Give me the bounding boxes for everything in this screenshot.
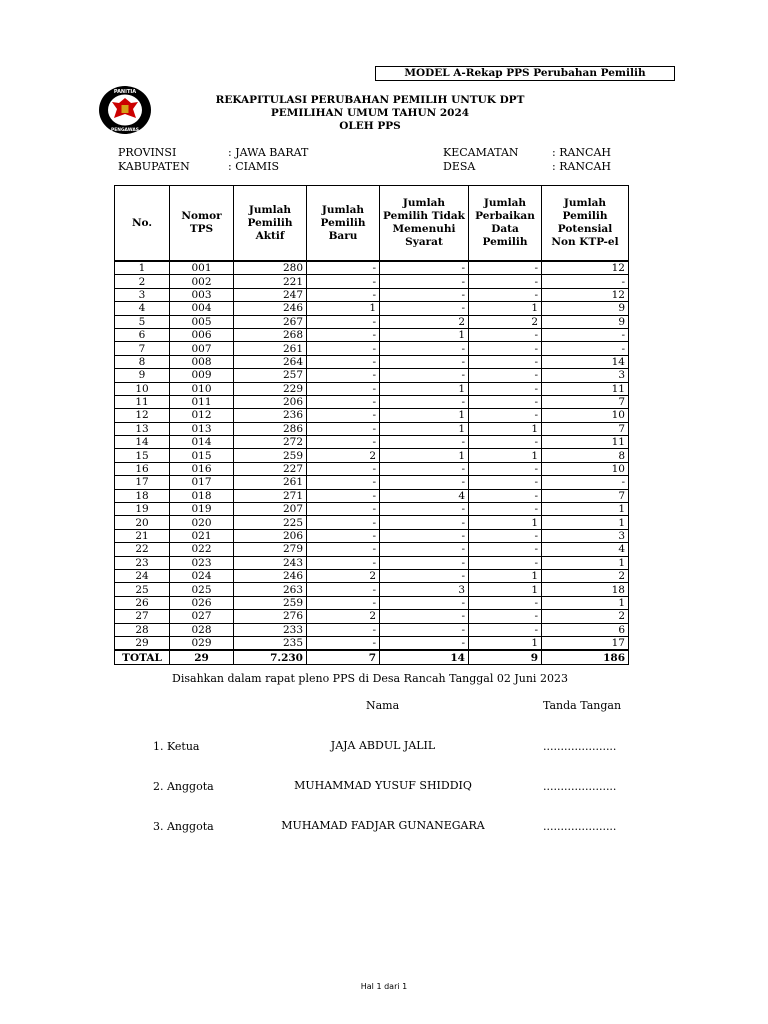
table-row <box>115 449 629 462</box>
cell-no: 27 <box>115 610 170 623</box>
cell-perbaikan-data: - <box>469 328 542 341</box>
cell-potensial-non-ktp: 2 <box>542 610 629 623</box>
signer-role-anggota-1: 2. Anggota <box>153 780 214 793</box>
cell-pemilih-aktif: 263 <box>234 583 307 596</box>
cell-tidak-memenuhi-syarat: 1 <box>380 382 469 395</box>
total-pemilih-baru: 7 <box>307 650 380 664</box>
cell-potensial-non-ktp: 11 <box>542 382 629 395</box>
col-header-tidak-memenuhi-syarat: Jumlah Pemilih Tidak Memenuhi Syarat <box>380 186 469 262</box>
col-header-pemilih-baru: Jumlah Pemilih Baru <box>307 186 380 262</box>
cell-no: 14 <box>115 436 170 449</box>
cell-perbaikan-data: - <box>469 275 542 288</box>
cell-tidak-memenuhi-syarat: - <box>380 623 469 636</box>
cell-potensial-non-ktp: 3 <box>542 529 629 542</box>
cell-nomor-tps: 006 <box>170 328 234 341</box>
svg-text:PANITIA: PANITIA <box>113 89 137 95</box>
cell-pemilih-aktif: 268 <box>234 328 307 341</box>
cell-potensial-non-ktp: 1 <box>542 516 629 529</box>
cell-tidak-memenuhi-syarat: - <box>380 275 469 288</box>
table-row <box>115 610 629 623</box>
table-row <box>115 409 629 422</box>
cell-no: 19 <box>115 503 170 516</box>
cell-perbaikan-data: - <box>469 369 542 382</box>
cell-pemilih-aktif: 257 <box>234 369 307 382</box>
cell-no: 6 <box>115 328 170 341</box>
document-title-line-1: REKAPITULASI PERUBAHAN PEMILIH UNTUK DPT <box>215 94 525 106</box>
cell-perbaikan-data: 2 <box>469 315 542 328</box>
cell-tidak-memenuhi-syarat: - <box>380 503 469 516</box>
provinsi-label: PROVINSI <box>118 146 177 159</box>
document-title-line-3: OLEH PPS <box>339 120 401 132</box>
cell-pemilih-baru: - <box>307 382 380 395</box>
total-nomor-tps: 29 <box>170 650 234 664</box>
cell-pemilih-aktif: 247 <box>234 288 307 301</box>
table-total-row <box>115 650 629 664</box>
cell-pemilih-baru: - <box>307 275 380 288</box>
cell-tidak-memenuhi-syarat: - <box>380 261 469 275</box>
cell-tidak-memenuhi-syarat: - <box>380 395 469 408</box>
cell-perbaikan-data: - <box>469 543 542 556</box>
cell-nomor-tps: 028 <box>170 623 234 636</box>
table-row <box>115 382 629 395</box>
cell-pemilih-baru: - <box>307 556 380 569</box>
table-row <box>115 315 629 328</box>
cell-pemilih-aktif: 259 <box>234 449 307 462</box>
table-row <box>115 422 629 435</box>
cell-no: 13 <box>115 422 170 435</box>
cell-perbaikan-data: 1 <box>469 302 542 315</box>
cell-pemilih-aktif: 221 <box>234 275 307 288</box>
cell-pemilih-baru: 2 <box>307 569 380 582</box>
cell-pemilih-aktif: 235 <box>234 636 307 650</box>
svg-text:PENGAWAS: PENGAWAS <box>111 128 139 133</box>
panitia-pengawas-logo <box>98 85 152 135</box>
cell-pemilih-aktif: 206 <box>234 395 307 408</box>
cell-no: 21 <box>115 529 170 542</box>
cell-nomor-tps: 019 <box>170 503 234 516</box>
cell-potensial-non-ktp: 14 <box>542 355 629 368</box>
cell-potensial-non-ktp: 7 <box>542 422 629 435</box>
cell-no: 7 <box>115 342 170 355</box>
col-header-pemilih-aktif: Jumlah Pemilih Aktif <box>234 186 307 262</box>
cell-tidak-memenuhi-syarat: - <box>380 342 469 355</box>
cell-tidak-memenuhi-syarat: 1 <box>380 422 469 435</box>
signature-line-ketua: ..................... <box>543 740 617 753</box>
cell-tidak-memenuhi-syarat: - <box>380 302 469 315</box>
cell-no: 15 <box>115 449 170 462</box>
cell-pemilih-baru: 2 <box>307 449 380 462</box>
cell-perbaikan-data: 1 <box>469 449 542 462</box>
cell-pemilih-aktif: 246 <box>234 302 307 315</box>
table-header-row <box>115 186 629 262</box>
cell-tidak-memenuhi-syarat: - <box>380 516 469 529</box>
cell-no: 8 <box>115 355 170 368</box>
cell-potensial-non-ktp: 8 <box>542 449 629 462</box>
cell-pemilih-baru: - <box>307 409 380 422</box>
cell-tidak-memenuhi-syarat: 1 <box>380 328 469 341</box>
cell-tidak-memenuhi-syarat: - <box>380 476 469 489</box>
cell-pemilih-aktif: 272 <box>234 436 307 449</box>
cell-no: 18 <box>115 489 170 502</box>
cell-pemilih-baru: - <box>307 623 380 636</box>
cell-pemilih-baru: - <box>307 543 380 556</box>
cell-pemilih-aktif: 236 <box>234 409 307 422</box>
cell-pemilih-baru: - <box>307 489 380 502</box>
cell-nomor-tps: 017 <box>170 476 234 489</box>
cell-perbaikan-data: - <box>469 409 542 422</box>
cell-pemilih-aktif: 259 <box>234 596 307 609</box>
kabupaten-label: KABUPATEN <box>118 160 190 173</box>
cell-potensial-non-ktp: 2 <box>542 569 629 582</box>
kecamatan-value: : RANCAH <box>552 146 612 159</box>
cell-perbaikan-data: - <box>469 556 542 569</box>
model-label: MODEL A-Rekap PPS Perubahan Pemilih <box>375 66 675 81</box>
cell-nomor-tps: 004 <box>170 302 234 315</box>
cell-pemilih-baru: - <box>307 315 380 328</box>
cell-pemilih-baru: - <box>307 636 380 650</box>
col-header-potensial-non-ktp: Jumlah Pemilih Potensial Non KTP-el <box>542 186 629 262</box>
cell-perbaikan-data: - <box>469 355 542 368</box>
signature-column-header: Tanda Tangan <box>543 699 622 712</box>
cell-nomor-tps: 029 <box>170 636 234 650</box>
cell-potensial-non-ktp: 1 <box>542 503 629 516</box>
cell-perbaikan-data: - <box>469 489 542 502</box>
cell-no: 10 <box>115 382 170 395</box>
cell-no: 17 <box>115 476 170 489</box>
cell-pemilih-aktif: 279 <box>234 543 307 556</box>
cell-perbaikan-data: - <box>469 382 542 395</box>
cell-no: 11 <box>115 395 170 408</box>
cell-perbaikan-data: - <box>469 342 542 355</box>
cell-perbaikan-data: - <box>469 261 542 275</box>
cell-tidak-memenuhi-syarat: - <box>380 288 469 301</box>
cell-tidak-memenuhi-syarat: 1 <box>380 409 469 422</box>
cell-tidak-memenuhi-syarat: - <box>380 610 469 623</box>
table-row <box>115 503 629 516</box>
signature-line-anggota-1: ..................... <box>543 780 617 793</box>
cell-potensial-non-ktp: 9 <box>542 315 629 328</box>
page-number: Hal 1 dari 1 <box>360 982 408 991</box>
cell-perbaikan-data: - <box>469 288 542 301</box>
cell-nomor-tps: 013 <box>170 422 234 435</box>
cell-pemilih-baru: - <box>307 503 380 516</box>
cell-potensial-non-ktp: 11 <box>542 436 629 449</box>
cell-tidak-memenuhi-syarat: - <box>380 462 469 475</box>
cell-potensial-non-ktp: 1 <box>542 596 629 609</box>
cell-tidak-memenuhi-syarat: - <box>380 529 469 542</box>
cell-nomor-tps: 005 <box>170 315 234 328</box>
cell-no: 29 <box>115 636 170 650</box>
table-row <box>115 596 629 609</box>
table-row <box>115 489 629 502</box>
cell-tidak-memenuhi-syarat: - <box>380 369 469 382</box>
cell-potensial-non-ktp: 7 <box>542 489 629 502</box>
cell-perbaikan-data: - <box>469 476 542 489</box>
cell-tidak-memenuhi-syarat: - <box>380 569 469 582</box>
cell-pemilih-baru: - <box>307 261 380 275</box>
cell-pemilih-aktif: 261 <box>234 476 307 489</box>
cell-potensial-non-ktp: 10 <box>542 409 629 422</box>
cell-tidak-memenuhi-syarat: - <box>380 436 469 449</box>
table-row <box>115 636 629 650</box>
table-row <box>115 355 629 368</box>
total-potensial-non-ktp: 186 <box>542 650 629 664</box>
col-header-no: No. <box>115 186 170 262</box>
signer-name-ketua: JAJA ABDUL JALIL <box>330 739 436 752</box>
table-row <box>115 302 629 315</box>
cell-potensial-non-ktp: 18 <box>542 583 629 596</box>
kecamatan-label: KECAMATAN <box>443 146 519 159</box>
cell-no: 2 <box>115 275 170 288</box>
table-row <box>115 342 629 355</box>
table-row <box>115 328 629 341</box>
cell-pemilih-aktif: 225 <box>234 516 307 529</box>
cell-pemilih-aktif: 227 <box>234 462 307 475</box>
cell-perbaikan-data: - <box>469 462 542 475</box>
cell-tidak-memenuhi-syarat: - <box>380 596 469 609</box>
desa-value: : RANCAH <box>552 160 612 173</box>
cell-no: 20 <box>115 516 170 529</box>
cell-pemilih-aktif: 206 <box>234 529 307 542</box>
cell-nomor-tps: 023 <box>170 556 234 569</box>
table-row <box>115 436 629 449</box>
cell-perbaikan-data: 1 <box>469 583 542 596</box>
signature-line-anggota-2: ..................... <box>543 820 617 833</box>
table-row <box>115 516 629 529</box>
cell-pemilih-aktif: 271 <box>234 489 307 502</box>
cell-pemilih-aktif: 233 <box>234 623 307 636</box>
cell-perbaikan-data: - <box>469 623 542 636</box>
col-header-perbaikan-data: Jumlah Perbaikan Data Pemilih <box>469 186 542 262</box>
cell-nomor-tps: 009 <box>170 369 234 382</box>
cell-no: 25 <box>115 583 170 596</box>
cell-pemilih-baru: - <box>307 462 380 475</box>
cell-pemilih-aktif: 276 <box>234 610 307 623</box>
cell-perbaikan-data: - <box>469 529 542 542</box>
signer-role-ketua: 1. Ketua <box>153 740 200 753</box>
cell-pemilih-aktif: 229 <box>234 382 307 395</box>
total-pemilih-aktif: 7.230 <box>234 650 307 664</box>
cell-potensial-non-ktp: 9 <box>542 302 629 315</box>
cell-pemilih-aktif: 264 <box>234 355 307 368</box>
cell-no: 9 <box>115 369 170 382</box>
cell-tidak-memenuhi-syarat: - <box>380 543 469 556</box>
cell-nomor-tps: 012 <box>170 409 234 422</box>
cell-pemilih-baru: 2 <box>307 610 380 623</box>
cell-nomor-tps: 008 <box>170 355 234 368</box>
provinsi-value: : JAWA BARAT <box>228 146 309 159</box>
cell-pemilih-aktif: 261 <box>234 342 307 355</box>
desa-label: DESA <box>443 160 476 173</box>
cell-potensial-non-ktp: - <box>542 275 629 288</box>
cell-nomor-tps: 027 <box>170 610 234 623</box>
cell-tidak-memenuhi-syarat: 4 <box>380 489 469 502</box>
total-no: TOTAL <box>115 650 170 664</box>
cell-tidak-memenuhi-syarat: 2 <box>380 315 469 328</box>
cell-nomor-tps: 021 <box>170 529 234 542</box>
cell-pemilih-baru: - <box>307 342 380 355</box>
cell-pemilih-aktif: 243 <box>234 556 307 569</box>
rekap-table <box>114 185 629 665</box>
cell-pemilih-baru: - <box>307 476 380 489</box>
cell-nomor-tps: 025 <box>170 583 234 596</box>
cell-perbaikan-data: 1 <box>469 516 542 529</box>
table-row <box>115 623 629 636</box>
cell-nomor-tps: 016 <box>170 462 234 475</box>
total-tidak-memenuhi-syarat: 14 <box>380 650 469 664</box>
cell-pemilih-aktif: 246 <box>234 569 307 582</box>
cell-nomor-tps: 003 <box>170 288 234 301</box>
cell-tidak-memenuhi-syarat: - <box>380 556 469 569</box>
cell-perbaikan-data: - <box>469 503 542 516</box>
cell-pemilih-baru: 1 <box>307 302 380 315</box>
cell-no: 4 <box>115 302 170 315</box>
cell-no: 1 <box>115 261 170 275</box>
cell-nomor-tps: 020 <box>170 516 234 529</box>
cell-perbaikan-data: 1 <box>469 569 542 582</box>
table-row <box>115 476 629 489</box>
cell-no: 28 <box>115 623 170 636</box>
table-row <box>115 369 629 382</box>
cell-perbaikan-data: - <box>469 596 542 609</box>
cell-pemilih-baru: - <box>307 436 380 449</box>
cell-pemilih-baru: - <box>307 355 380 368</box>
cell-perbaikan-data: 1 <box>469 422 542 435</box>
name-column-header: Nama <box>366 699 400 712</box>
approval-statement: Disahkan dalam rapat pleno PPS di Desa Rancah Tanggal 02 Juni 2023 <box>172 672 568 685</box>
kabupaten-value: : CIAMIS <box>228 160 280 173</box>
cell-potensial-non-ktp: 7 <box>542 395 629 408</box>
logo-shield <box>122 105 129 113</box>
table-row <box>115 261 629 275</box>
cell-potensial-non-ktp: - <box>542 342 629 355</box>
cell-tidak-memenuhi-syarat: - <box>380 636 469 650</box>
cell-pemilih-baru: - <box>307 369 380 382</box>
cell-pemilih-aktif: 286 <box>234 422 307 435</box>
table-row <box>115 583 629 596</box>
cell-pemilih-aktif: 207 <box>234 503 307 516</box>
cell-perbaikan-data: 1 <box>469 636 542 650</box>
table-row <box>115 529 629 542</box>
cell-no: 23 <box>115 556 170 569</box>
cell-perbaikan-data: - <box>469 436 542 449</box>
cell-nomor-tps: 002 <box>170 275 234 288</box>
cell-potensial-non-ktp: 17 <box>542 636 629 650</box>
table-row <box>115 395 629 408</box>
cell-potensial-non-ktp: - <box>542 476 629 489</box>
cell-pemilih-baru: - <box>307 583 380 596</box>
cell-pemilih-baru: - <box>307 288 380 301</box>
cell-pemilih-baru: - <box>307 395 380 408</box>
cell-nomor-tps: 014 <box>170 436 234 449</box>
cell-no: 24 <box>115 569 170 582</box>
cell-no: 5 <box>115 315 170 328</box>
table-row <box>115 556 629 569</box>
cell-no: 12 <box>115 409 170 422</box>
cell-pemilih-baru: - <box>307 328 380 341</box>
cell-nomor-tps: 022 <box>170 543 234 556</box>
cell-tidak-memenuhi-syarat: - <box>380 355 469 368</box>
signer-name-anggota-1: MUHAMMAD YUSUF SHIDDIQ <box>294 779 472 792</box>
cell-no: 26 <box>115 596 170 609</box>
cell-pemilih-aktif: 267 <box>234 315 307 328</box>
cell-potensial-non-ktp: 10 <box>542 462 629 475</box>
cell-pemilih-baru: - <box>307 529 380 542</box>
cell-potensial-non-ktp: 4 <box>542 543 629 556</box>
cell-tidak-memenuhi-syarat: 3 <box>380 583 469 596</box>
cell-pemilih-baru: - <box>307 422 380 435</box>
cell-no: 16 <box>115 462 170 475</box>
table-row <box>115 543 629 556</box>
signer-role-anggota-2: 3. Anggota <box>153 820 214 833</box>
cell-potensial-non-ktp: - <box>542 328 629 341</box>
cell-nomor-tps: 007 <box>170 342 234 355</box>
cell-perbaikan-data: - <box>469 610 542 623</box>
table-row <box>115 462 629 475</box>
cell-pemilih-baru: - <box>307 596 380 609</box>
cell-no: 3 <box>115 288 170 301</box>
cell-potensial-non-ktp: 12 <box>542 261 629 275</box>
col-header-nomor-tps: Nomor TPS <box>170 186 234 262</box>
cell-no: 22 <box>115 543 170 556</box>
cell-potensial-non-ktp: 6 <box>542 623 629 636</box>
cell-perbaikan-data: - <box>469 395 542 408</box>
table-row <box>115 569 629 582</box>
cell-potensial-non-ktp: 3 <box>542 369 629 382</box>
signer-name-anggota-2: MUHAMAD FADJAR GUNANEGARA <box>281 819 485 832</box>
table-row <box>115 275 629 288</box>
cell-nomor-tps: 011 <box>170 395 234 408</box>
cell-nomor-tps: 018 <box>170 489 234 502</box>
document-title-line-2: PEMILIHAN UMUM TAHUN 2024 <box>270 107 470 119</box>
cell-nomor-tps: 010 <box>170 382 234 395</box>
cell-nomor-tps: 026 <box>170 596 234 609</box>
cell-nomor-tps: 015 <box>170 449 234 462</box>
cell-potensial-non-ktp: 12 <box>542 288 629 301</box>
total-perbaikan-data: 9 <box>469 650 542 664</box>
cell-nomor-tps: 001 <box>170 261 234 275</box>
cell-pemilih-baru: - <box>307 516 380 529</box>
cell-potensial-non-ktp: 1 <box>542 556 629 569</box>
cell-pemilih-aktif: 280 <box>234 261 307 275</box>
cell-nomor-tps: 024 <box>170 569 234 582</box>
table-row <box>115 288 629 301</box>
cell-tidak-memenuhi-syarat: 1 <box>380 449 469 462</box>
